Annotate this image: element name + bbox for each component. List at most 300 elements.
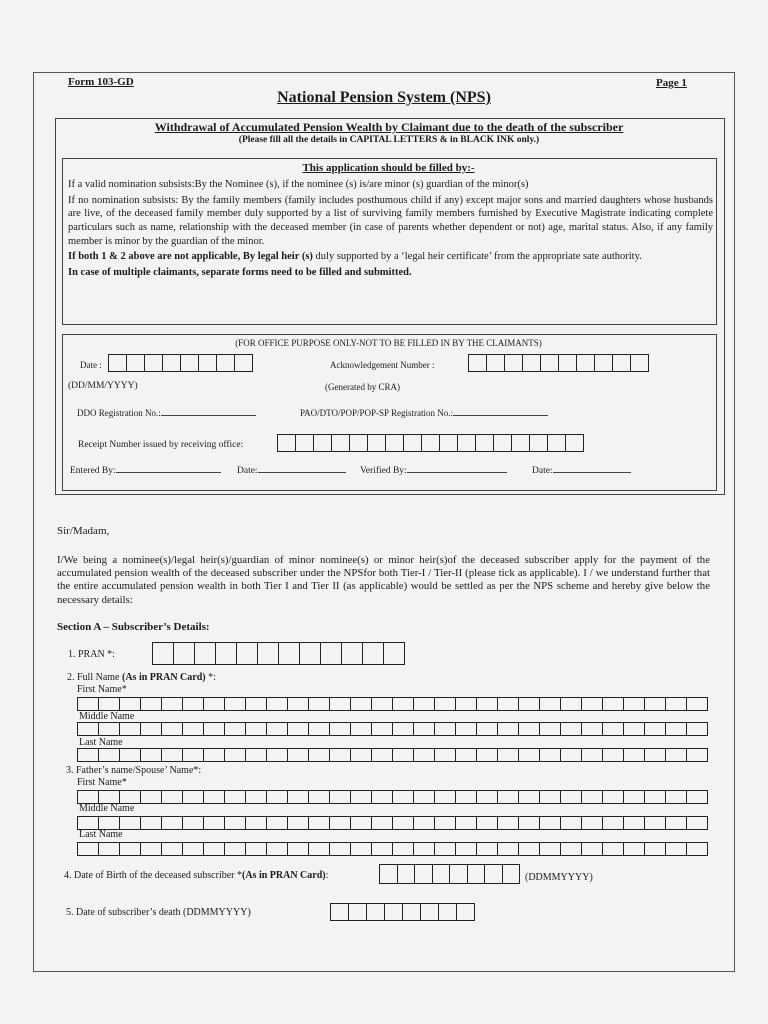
char-box[interactable] — [404, 434, 422, 452]
char-box[interactable] — [174, 642, 195, 665]
char-box[interactable] — [577, 354, 595, 372]
char-box[interactable] — [393, 790, 414, 804]
char-box[interactable] — [127, 354, 145, 372]
dob-suffix: : — [325, 870, 329, 881]
char-box[interactable] — [393, 697, 414, 711]
char-box[interactable] — [349, 903, 367, 921]
char-box[interactable] — [468, 864, 486, 884]
char-box[interactable] — [477, 790, 498, 804]
char-box[interactable] — [433, 864, 451, 884]
char-box[interactable] — [288, 748, 309, 762]
char-box[interactable] — [498, 697, 519, 711]
char-box[interactable] — [582, 816, 603, 830]
char-box[interactable] — [332, 434, 350, 452]
first-name-label: First Name* — [77, 684, 127, 695]
char-box[interactable] — [351, 842, 372, 856]
char-box[interactable] — [498, 722, 519, 736]
entered-by-label: Entered By: — [70, 466, 116, 476]
char-box[interactable] — [561, 790, 582, 804]
char-box[interactable] — [330, 816, 351, 830]
char-box[interactable] — [204, 722, 225, 736]
char-box[interactable] — [300, 642, 321, 665]
death-date-boxes[interactable] — [330, 903, 475, 921]
char-box[interactable] — [561, 842, 582, 856]
char-box[interactable] — [141, 790, 162, 804]
char-box[interactable] — [476, 434, 494, 452]
char-box[interactable] — [288, 790, 309, 804]
char-box[interactable] — [519, 790, 540, 804]
char-box[interactable] — [372, 790, 393, 804]
char-box[interactable] — [162, 816, 183, 830]
char-box[interactable] — [288, 842, 309, 856]
application-heading: This application should be filled by:- — [302, 162, 475, 174]
char-box[interactable] — [398, 864, 416, 884]
char-box[interactable] — [330, 790, 351, 804]
char-box[interactable] — [645, 842, 666, 856]
char-box[interactable] — [216, 642, 237, 665]
char-box[interactable] — [457, 903, 475, 921]
char-box[interactable] — [414, 748, 435, 762]
char-box[interactable] — [645, 790, 666, 804]
char-box[interactable] — [372, 748, 393, 762]
char-box[interactable] — [540, 748, 561, 762]
char-box[interactable] — [440, 434, 458, 452]
char-box[interactable] — [235, 354, 253, 372]
char-box[interactable] — [225, 816, 246, 830]
char-box[interactable] — [204, 842, 225, 856]
char-box[interactable] — [183, 790, 204, 804]
char-box[interactable] — [267, 842, 288, 856]
father-last-name-label: Last Name — [79, 829, 123, 840]
verified-by-line[interactable] — [407, 462, 507, 473]
form-subtitle: Withdrawal of Accumulated Pension Wealth by Claimant due to the death of the subscriber — [154, 120, 624, 134]
char-box[interactable] — [403, 903, 421, 921]
char-box[interactable] — [666, 722, 687, 736]
verified-date — [532, 462, 631, 476]
application-p4: In case of multiple claimants, separate forms need to be filled and submitted. — [68, 266, 412, 278]
father-middle-name-label: Middle Name — [79, 803, 135, 814]
char-box[interactable] — [645, 722, 666, 736]
char-box[interactable] — [414, 722, 435, 736]
char-box[interactable] — [351, 722, 372, 736]
char-box[interactable] — [351, 697, 372, 711]
father-last-name-boxes[interactable] — [77, 842, 708, 856]
dob-format: (DDMMYYYY) — [525, 872, 593, 883]
char-box[interactable] — [498, 748, 519, 762]
char-box[interactable] — [237, 642, 258, 665]
char-box[interactable] — [204, 790, 225, 804]
char-box[interactable] — [372, 816, 393, 830]
char-box[interactable] — [199, 354, 217, 372]
char-box[interactable] — [99, 748, 120, 762]
entered-by-line[interactable] — [116, 462, 221, 473]
char-box[interactable] — [487, 354, 505, 372]
char-box[interactable] — [267, 816, 288, 830]
middle-name-boxes[interactable] — [77, 722, 708, 736]
char-box[interactable] — [523, 354, 541, 372]
pran-label: 1. PRAN *: — [68, 649, 115, 660]
char-box[interactable] — [246, 697, 267, 711]
char-box[interactable] — [582, 722, 603, 736]
char-box[interactable] — [645, 748, 666, 762]
verified-by-label: Verified By: — [360, 466, 407, 476]
char-box[interactable] — [477, 748, 498, 762]
ack-note: (Generated by CRA) — [325, 382, 400, 392]
char-box[interactable] — [439, 903, 457, 921]
char-box[interactable] — [78, 816, 99, 830]
char-box[interactable] — [258, 642, 279, 665]
office-date-label: Date : — [80, 360, 102, 370]
char-box[interactable] — [372, 697, 393, 711]
char-box[interactable] — [393, 816, 414, 830]
char-box[interactable] — [183, 748, 204, 762]
char-box[interactable] — [561, 748, 582, 762]
char-box[interactable] — [99, 842, 120, 856]
char-box[interactable] — [380, 864, 398, 884]
char-box[interactable] — [351, 816, 372, 830]
char-box[interactable] — [267, 722, 288, 736]
char-box[interactable] — [309, 722, 330, 736]
dob-prefix: 4. Date of Birth of the deceased subscriber * — [64, 870, 242, 881]
char-box[interactable] — [162, 722, 183, 736]
char-box[interactable] — [330, 748, 351, 762]
char-box[interactable] — [624, 722, 645, 736]
char-box[interactable] — [512, 434, 530, 452]
char-box[interactable] — [422, 434, 440, 452]
entered-date-label: Date: — [237, 466, 258, 476]
char-box[interactable] — [666, 748, 687, 762]
char-box[interactable] — [141, 816, 162, 830]
char-box[interactable] — [351, 790, 372, 804]
char-box[interactable] — [540, 842, 561, 856]
char-box[interactable] — [321, 642, 342, 665]
office-date-boxes[interactable] — [108, 354, 253, 372]
char-box[interactable] — [279, 642, 300, 665]
char-box[interactable] — [603, 697, 624, 711]
char-box[interactable] — [561, 722, 582, 736]
char-box[interactable] — [435, 722, 456, 736]
char-box[interactable] — [666, 842, 687, 856]
section-a-title: Section A – Subscriber’s Details: — [57, 621, 210, 633]
char-box[interactable] — [120, 816, 141, 830]
char-box[interactable] — [368, 434, 386, 452]
char-box[interactable] — [603, 722, 624, 736]
receipt-label: Receipt Number issued by receiving office: — [78, 440, 244, 450]
char-box[interactable] — [477, 816, 498, 830]
pao-line[interactable] — [453, 405, 548, 416]
char-box[interactable] — [288, 816, 309, 830]
char-box[interactable] — [582, 697, 603, 711]
char-box[interactable] — [498, 816, 519, 830]
char-box[interactable] — [603, 748, 624, 762]
char-box[interactable] — [540, 697, 561, 711]
char-box[interactable] — [204, 697, 225, 711]
char-box[interactable] — [456, 790, 477, 804]
char-box[interactable] — [145, 354, 163, 372]
char-box[interactable] — [519, 697, 540, 711]
ddo-line[interactable] — [161, 405, 256, 416]
char-box[interactable] — [162, 790, 183, 804]
char-box[interactable] — [624, 748, 645, 762]
char-box[interactable] — [267, 748, 288, 762]
char-box[interactable] — [120, 722, 141, 736]
form-number: Form 103-GD — [68, 76, 134, 88]
char-box[interactable] — [435, 748, 456, 762]
char-box[interactable] — [246, 722, 267, 736]
char-box[interactable] — [372, 722, 393, 736]
char-box[interactable] — [687, 697, 708, 711]
char-box[interactable] — [225, 790, 246, 804]
char-box[interactable] — [350, 434, 368, 452]
char-box[interactable] — [246, 790, 267, 804]
char-box[interactable] — [561, 816, 582, 830]
char-box[interactable] — [456, 748, 477, 762]
char-box[interactable] — [456, 697, 477, 711]
char-box[interactable] — [421, 903, 439, 921]
char-box[interactable] — [631, 354, 649, 372]
char-box[interactable] — [559, 354, 577, 372]
char-box[interactable] — [141, 842, 162, 856]
char-box[interactable] — [183, 697, 204, 711]
middle-name-label: Middle Name — [79, 711, 135, 722]
char-box[interactable] — [548, 434, 566, 452]
char-box[interactable] — [162, 748, 183, 762]
entered-date-line[interactable] — [258, 462, 346, 473]
char-box[interactable] — [613, 354, 631, 372]
char-box[interactable] — [296, 434, 314, 452]
application-p1: If a valid nomination subsists:By the Nominee (s), if the nominee (s) is/are minor (s) guardian of the minor(s) — [68, 179, 529, 190]
char-box[interactable] — [141, 748, 162, 762]
char-box[interactable] — [687, 748, 708, 762]
char-box[interactable] — [456, 722, 477, 736]
char-box[interactable] — [519, 816, 540, 830]
char-box[interactable] — [225, 842, 246, 856]
char-box[interactable] — [278, 434, 296, 452]
char-box[interactable] — [162, 697, 183, 711]
char-box[interactable] — [217, 354, 235, 372]
char-box[interactable] — [99, 816, 120, 830]
char-box[interactable] — [120, 790, 141, 804]
form-instruction: (Please fill all the details in CAPITAL LETTERS & in BLACK INK only.) — [238, 135, 540, 145]
char-box[interactable] — [288, 697, 309, 711]
char-box[interactable] — [595, 354, 613, 372]
char-box[interactable] — [519, 842, 540, 856]
full-name-label — [67, 672, 216, 683]
char-box[interactable] — [246, 842, 267, 856]
char-box[interactable] — [414, 697, 435, 711]
char-box[interactable] — [385, 903, 403, 921]
char-box[interactable] — [582, 748, 603, 762]
char-box[interactable] — [331, 903, 349, 921]
char-box[interactable] — [450, 864, 468, 884]
char-box[interactable] — [603, 790, 624, 804]
char-box[interactable] — [183, 842, 204, 856]
page-title: National Pension System (NPS) — [277, 89, 491, 106]
char-box[interactable] — [477, 697, 498, 711]
char-box[interactable] — [330, 722, 351, 736]
ack-number-boxes[interactable] — [468, 354, 649, 372]
char-box[interactable] — [393, 722, 414, 736]
char-box[interactable] — [99, 790, 120, 804]
char-box[interactable] — [99, 697, 120, 711]
char-box[interactable] — [372, 842, 393, 856]
char-box[interactable] — [330, 697, 351, 711]
father-first-name-boxes[interactable] — [77, 790, 708, 804]
char-box[interactable] — [414, 790, 435, 804]
char-box[interactable] — [687, 722, 708, 736]
char-box[interactable] — [109, 354, 127, 372]
char-box[interactable] — [541, 354, 559, 372]
char-box[interactable] — [624, 790, 645, 804]
char-box[interactable] — [246, 748, 267, 762]
char-box[interactable] — [540, 816, 561, 830]
char-box[interactable] — [309, 748, 330, 762]
char-box[interactable] — [153, 642, 174, 665]
char-box[interactable] — [141, 722, 162, 736]
char-box[interactable] — [162, 842, 183, 856]
char-box[interactable] — [494, 434, 512, 452]
full-name-prefix: 2. Full Name — [67, 672, 122, 683]
char-box[interactable] — [458, 434, 476, 452]
char-box[interactable] — [181, 354, 199, 372]
char-box[interactable] — [204, 816, 225, 830]
char-box[interactable] — [288, 722, 309, 736]
char-box[interactable] — [540, 722, 561, 736]
char-box[interactable] — [505, 354, 523, 372]
char-box[interactable] — [120, 842, 141, 856]
application-p2: If no nomination subsists: By the family members (family includes posthumous child if any) except major sons and married daughters whose husbands are live, of the deceased family member duly supported by a list of surviving family members furnished by Executive Magistrate indicating complete particulars such as name, relationship with the deceased member (in case of parents whether dependent or not) age, marital status. Also, if any family member is minor by the guardian of the minor. — [68, 194, 713, 247]
father-first-name-label: First Name* — [77, 777, 127, 788]
ddo-label: DDO Registration No.: — [77, 408, 161, 418]
char-box[interactable] — [309, 697, 330, 711]
char-box[interactable] — [415, 864, 433, 884]
char-box[interactable] — [78, 697, 99, 711]
char-box[interactable] — [435, 816, 456, 830]
char-box[interactable] — [603, 816, 624, 830]
char-box[interactable] — [566, 434, 584, 452]
char-box[interactable] — [456, 842, 477, 856]
char-box[interactable] — [141, 697, 162, 711]
char-box[interactable] — [195, 642, 216, 665]
char-box[interactable] — [687, 816, 708, 830]
full-name-bold: (As in PRAN Card) — [122, 672, 206, 683]
char-box[interactable] — [120, 697, 141, 711]
char-box[interactable] — [393, 842, 414, 856]
char-box[interactable] — [78, 748, 99, 762]
char-box[interactable] — [414, 842, 435, 856]
char-box[interactable] — [435, 842, 456, 856]
char-box[interactable] — [309, 816, 330, 830]
ack-label: Acknowledgement Number : — [330, 360, 435, 370]
char-box[interactable] — [183, 722, 204, 736]
salutation: Sir/Madam, — [57, 525, 110, 537]
char-box[interactable] — [582, 842, 603, 856]
last-name-boxes[interactable] — [77, 748, 708, 762]
char-box[interactable] — [582, 790, 603, 804]
char-box[interactable] — [519, 748, 540, 762]
char-box[interactable] — [225, 697, 246, 711]
char-box[interactable] — [363, 642, 384, 665]
first-name-boxes[interactable] — [77, 697, 708, 711]
father-name-label: 3. Father’s name/Spouse’ Name*: — [66, 765, 202, 776]
char-box[interactable] — [163, 354, 181, 372]
char-box[interactable] — [342, 642, 363, 665]
char-box[interactable] — [666, 790, 687, 804]
char-box[interactable] — [498, 790, 519, 804]
char-box[interactable] — [225, 748, 246, 762]
char-box[interactable] — [624, 816, 645, 830]
father-middle-name-boxes[interactable] — [77, 816, 708, 830]
char-box[interactable] — [78, 842, 99, 856]
application-p3 — [68, 250, 713, 264]
char-box[interactable] — [687, 790, 708, 804]
char-box[interactable] — [477, 722, 498, 736]
verified-date-line[interactable] — [553, 462, 631, 473]
char-box[interactable] — [386, 434, 404, 452]
death-date-label: 5. Date of subscriber’s death (DDMMYYYY) — [66, 907, 251, 918]
entered-date — [237, 462, 346, 476]
char-box[interactable] — [666, 816, 687, 830]
dob-boxes[interactable] — [379, 864, 520, 884]
char-box[interactable] — [456, 816, 477, 830]
char-box[interactable] — [393, 748, 414, 762]
declaration-text: I/We being a nominee(s)/legal heir(s)/guardian of minor nominee(s) or minor heir(s)of the deceased subscriber apply for the payment of the accumulated pension wealth of the deceased subscriber under the NPSfor both Tier-I / Tier-II (please tick as applicable). I / we understand further that the entire accumulated pension wealth in both Tier I and Tier II (as applicable) would be settled as per the NPS scheme and hereby give below the necessary details: — [57, 554, 710, 606]
char-box[interactable] — [687, 842, 708, 856]
char-box[interactable] — [351, 748, 372, 762]
receipt-number-boxes[interactable] — [277, 434, 584, 452]
dob-bold: (As in PRAN Card) — [242, 870, 326, 881]
char-box[interactable] — [246, 816, 267, 830]
pran-boxes[interactable] — [152, 642, 405, 665]
char-box[interactable] — [120, 748, 141, 762]
char-box[interactable] — [78, 790, 99, 804]
char-box[interactable] — [414, 816, 435, 830]
char-box[interactable] — [666, 697, 687, 711]
char-box[interactable] — [503, 864, 521, 884]
char-box[interactable] — [78, 722, 99, 736]
char-box[interactable] — [624, 842, 645, 856]
char-box[interactable] — [603, 842, 624, 856]
char-box[interactable] — [519, 722, 540, 736]
char-box[interactable] — [645, 697, 666, 711]
char-box[interactable] — [540, 790, 561, 804]
char-box[interactable] — [183, 816, 204, 830]
char-box[interactable] — [267, 697, 288, 711]
char-box[interactable] — [309, 790, 330, 804]
char-box[interactable] — [645, 816, 666, 830]
char-box[interactable] — [624, 697, 645, 711]
char-box[interactable] — [99, 722, 120, 736]
char-box[interactable] — [330, 842, 351, 856]
char-box[interactable] — [367, 903, 385, 921]
char-box[interactable] — [267, 790, 288, 804]
char-box[interactable] — [435, 697, 456, 711]
char-box[interactable] — [485, 864, 503, 884]
char-box[interactable] — [498, 842, 519, 856]
char-box[interactable] — [204, 748, 225, 762]
char-box[interactable] — [384, 642, 405, 665]
char-box[interactable] — [477, 842, 498, 856]
char-box[interactable] — [561, 697, 582, 711]
entered-by — [70, 462, 221, 476]
char-box[interactable] — [314, 434, 332, 452]
char-box[interactable] — [435, 790, 456, 804]
char-box[interactable] — [530, 434, 548, 452]
ddo-registration — [77, 405, 256, 418]
char-box[interactable] — [469, 354, 487, 372]
char-box[interactable] — [225, 722, 246, 736]
char-box[interactable] — [309, 842, 330, 856]
